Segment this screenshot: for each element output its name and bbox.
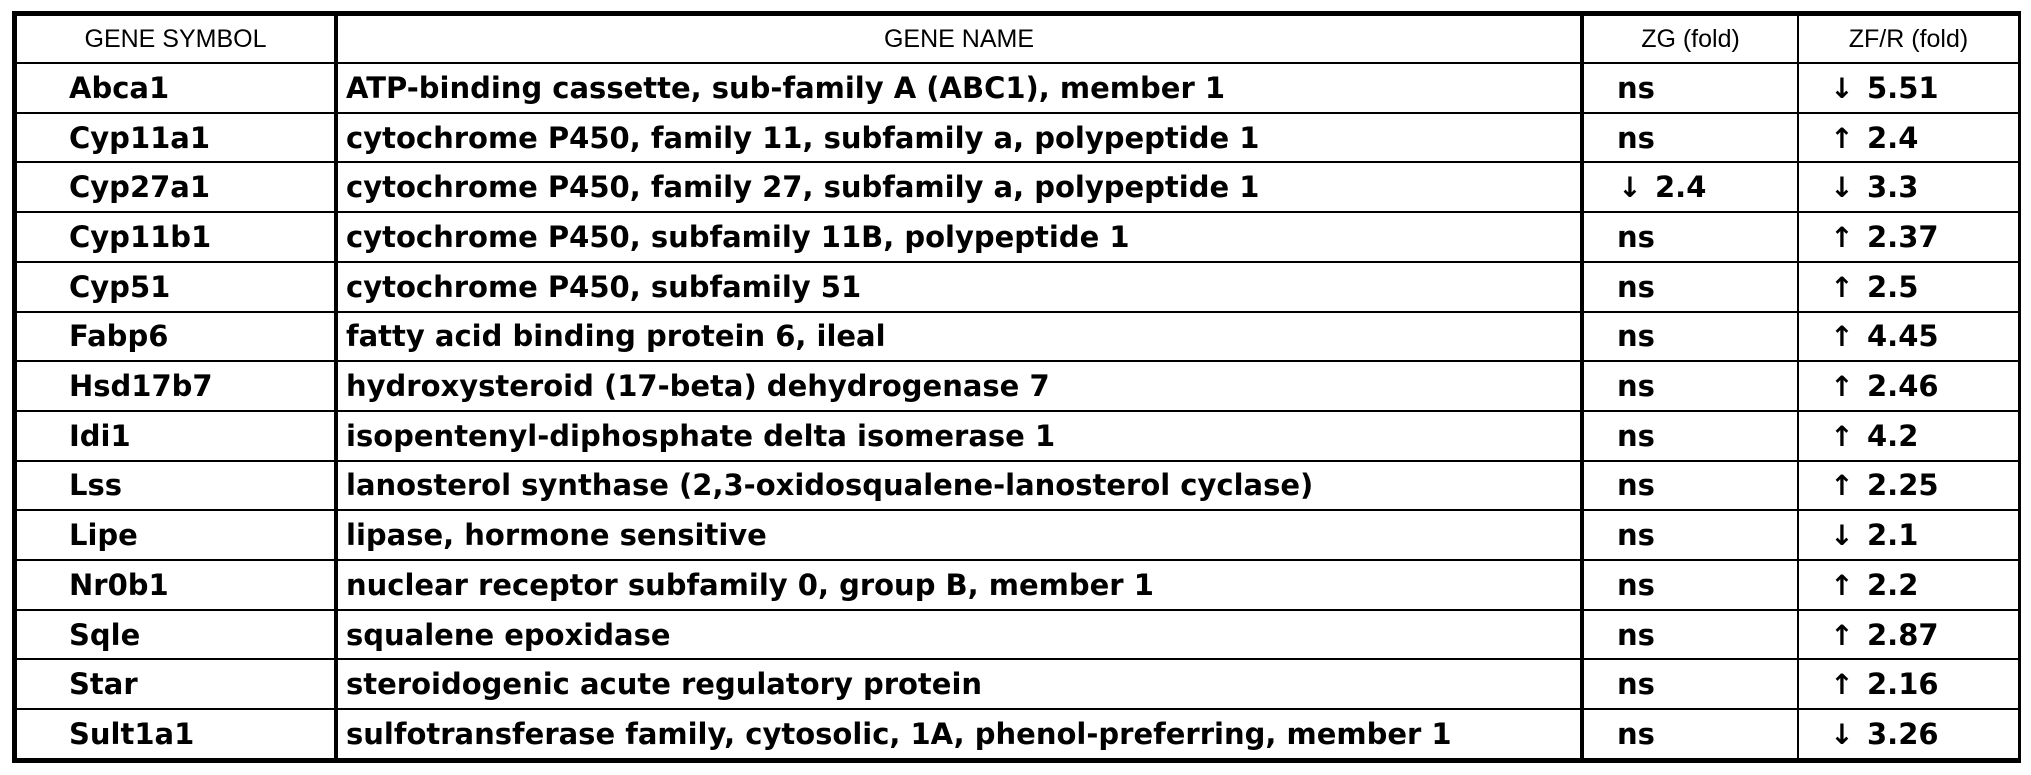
header-gene-name: GENE NAME — [336, 15, 1582, 63]
fold-value: ns — [1617, 567, 1655, 602]
arrow-down-icon: ↓ — [1618, 171, 1642, 205]
gene-symbol-cell: Abca1 — [16, 63, 336, 113]
table-row — [16, 162, 2019, 212]
gene-name-cell: sulfotransferase family, cytosolic, 1A, phenol-preferring, member 1 — [336, 709, 1582, 759]
table-body — [16, 63, 2019, 759]
table-row — [16, 461, 2019, 511]
fold-value: 4.2 — [1867, 418, 1919, 453]
zg-fold-cell — [1582, 312, 1798, 362]
zfr-fold-cell — [1798, 162, 2019, 212]
zfr-fold-cell — [1798, 63, 2019, 113]
fold-value: 5.51 — [1867, 70, 1939, 105]
zfr-fold-cell — [1798, 610, 2019, 660]
arrow-up-icon: ↑ — [1830, 668, 1854, 702]
fold-value: 2.37 — [1867, 219, 1939, 254]
zfr-fold-cell — [1798, 212, 2019, 262]
gene-symbol-cell: Sult1a1 — [16, 709, 336, 759]
zfr-fold-cell — [1798, 560, 2019, 610]
gene-name-cell: steroidogenic acute regulatory protein — [336, 659, 1582, 709]
table-row — [16, 610, 2019, 660]
gene-symbol-cell: Cyp27a1 — [16, 162, 336, 212]
zfr-fold-cell — [1798, 262, 2019, 312]
fold-value: ns — [1617, 717, 1655, 752]
gene-name-cell: fatty acid binding protein 6, ileal — [336, 312, 1582, 362]
zfr-fold-cell — [1798, 709, 2019, 759]
arrow-down-icon: ↓ — [1830, 519, 1854, 553]
arrow-up-icon: ↑ — [1830, 270, 1854, 304]
zg-fold-cell — [1582, 560, 1798, 610]
fold-value: ns — [1617, 319, 1655, 354]
gene-name-cell: lipase, hormone sensitive — [336, 510, 1582, 560]
fold-value: 2.5 — [1867, 269, 1919, 304]
arrow-up-icon: ↑ — [1830, 469, 1854, 503]
gene-symbol-cell: Cyp11b1 — [16, 212, 336, 262]
gene-symbol-cell: Cyp51 — [16, 262, 336, 312]
fold-value: ns — [1617, 219, 1655, 254]
fold-value: 2.4 — [1867, 120, 1919, 155]
gene-symbol-cell: Lss — [16, 461, 336, 511]
zg-fold-cell — [1582, 113, 1798, 163]
arrow-down-icon: ↓ — [1830, 171, 1854, 205]
table-row — [16, 709, 2019, 759]
gene-symbol-cell: Cyp11a1 — [16, 113, 336, 163]
header-zg-fold: ZG (fold) — [1582, 15, 1798, 63]
gene-table — [15, 14, 2020, 760]
fold-value: ns — [1617, 269, 1655, 304]
arrow-up-icon: ↑ — [1830, 618, 1854, 652]
zfr-fold-cell — [1798, 461, 2019, 511]
fold-value: ns — [1617, 120, 1655, 155]
gene-name-cell: ATP-binding cassette, sub-family A (ABC1), member 1 — [336, 63, 1582, 113]
zg-fold-cell — [1582, 610, 1798, 660]
arrow-down-icon: ↓ — [1830, 718, 1854, 752]
zg-fold-cell — [1582, 709, 1798, 759]
fold-value: 3.3 — [1867, 170, 1919, 205]
gene-symbol-cell: Nr0b1 — [16, 560, 336, 610]
gene-symbol-cell: Idi1 — [16, 411, 336, 461]
gene-table-frame — [12, 11, 2021, 763]
header-zfr-fold: ZF/R (fold) — [1798, 15, 2019, 63]
zg-fold-cell — [1582, 361, 1798, 411]
gene-name-cell: hydroxysteroid (17-beta) dehydrogenase 7 — [336, 361, 1582, 411]
zfr-fold-cell — [1798, 113, 2019, 163]
gene-name-cell: cytochrome P450, family 27, subfamily a, polypeptide 1 — [336, 162, 1582, 212]
header-gene-symbol: GENE SYMBOL — [16, 15, 336, 63]
zfr-fold-cell — [1798, 361, 2019, 411]
fold-value: 2.16 — [1867, 667, 1939, 702]
zfr-fold-cell — [1798, 312, 2019, 362]
arrow-up-icon: ↑ — [1830, 419, 1854, 453]
fold-value: ns — [1617, 518, 1655, 553]
fold-value: 2.4 — [1655, 170, 1707, 205]
gene-name-cell: cytochrome P450, family 11, subfamily a, polypeptide 1 — [336, 113, 1582, 163]
zg-fold-cell — [1582, 212, 1798, 262]
fold-value: 2.1 — [1867, 518, 1919, 553]
fold-value: 4.45 — [1867, 319, 1939, 354]
table-row — [16, 560, 2019, 610]
table-row — [16, 510, 2019, 560]
gene-symbol-cell: Fabp6 — [16, 312, 336, 362]
gene-name-cell: nuclear receptor subfamily 0, group B, member 1 — [336, 560, 1582, 610]
fold-value: ns — [1617, 667, 1655, 702]
gene-name-cell: cytochrome P450, subfamily 11B, polypeptide 1 — [336, 212, 1582, 262]
gene-name-cell: squalene epoxidase — [336, 610, 1582, 660]
table-row — [16, 312, 2019, 362]
fold-value: ns — [1617, 617, 1655, 652]
zg-fold-cell — [1582, 510, 1798, 560]
table-row — [16, 411, 2019, 461]
table-row — [16, 63, 2019, 113]
table-row — [16, 659, 2019, 709]
zfr-fold-cell — [1798, 510, 2019, 560]
fold-value: ns — [1617, 468, 1655, 503]
table-row — [16, 262, 2019, 312]
gene-name-cell: isopentenyl-diphosphate delta isomerase 1 — [336, 411, 1582, 461]
arrow-down-icon: ↓ — [1830, 71, 1854, 105]
arrow-up-icon: ↑ — [1830, 568, 1854, 602]
zfr-fold-cell — [1798, 659, 2019, 709]
gene-name-cell: cytochrome P450, subfamily 51 — [336, 262, 1582, 312]
fold-value: ns — [1617, 369, 1655, 404]
header-row — [16, 15, 2019, 63]
zg-fold-cell — [1582, 262, 1798, 312]
arrow-up-icon: ↑ — [1830, 370, 1854, 404]
gene-symbol-cell: Lipe — [16, 510, 336, 560]
zg-fold-cell — [1582, 411, 1798, 461]
fold-value: ns — [1617, 70, 1655, 105]
zg-fold-cell — [1582, 162, 1798, 212]
fold-value: 3.26 — [1867, 717, 1939, 752]
zg-fold-cell — [1582, 461, 1798, 511]
gene-symbol-cell: Sqle — [16, 610, 336, 660]
zfr-fold-cell — [1798, 411, 2019, 461]
arrow-up-icon: ↑ — [1830, 220, 1854, 254]
fold-value: 2.2 — [1867, 567, 1919, 602]
table-row — [16, 361, 2019, 411]
fold-value: 2.46 — [1867, 369, 1939, 404]
table-row — [16, 113, 2019, 163]
gene-symbol-cell: Star — [16, 659, 336, 709]
arrow-up-icon: ↑ — [1830, 320, 1854, 354]
gene-symbol-cell: Hsd17b7 — [16, 361, 336, 411]
arrow-up-icon: ↑ — [1830, 121, 1854, 155]
fold-value: 2.87 — [1867, 617, 1939, 652]
zg-fold-cell — [1582, 659, 1798, 709]
fold-value: ns — [1617, 418, 1655, 453]
zg-fold-cell — [1582, 63, 1798, 113]
gene-name-cell: lanosterol synthase (2,3-oxidosqualene-lanosterol cyclase) — [336, 461, 1582, 511]
fold-value: 2.25 — [1867, 468, 1939, 503]
table-row — [16, 212, 2019, 262]
